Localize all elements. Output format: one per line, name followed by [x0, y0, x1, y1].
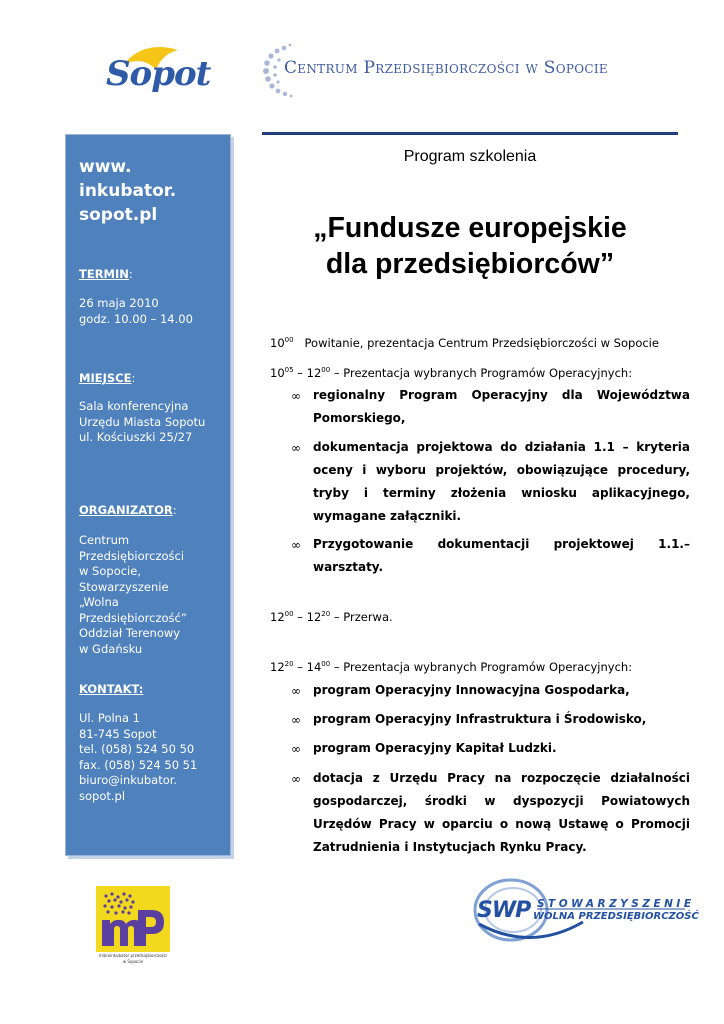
- swp-name-line-2: WOLNA PRZEDSIĘBIORCZOŚĆ: [533, 911, 699, 922]
- bullet-icon: ∞: [291, 742, 301, 756]
- mp-mark-icon: [96, 886, 170, 952]
- organizator-heading: [79, 503, 177, 517]
- agenda-bullet: regionalny Program Operacyjny dla Województwa Pomorskiego,: [313, 388, 690, 425]
- agenda-item-session-1: [270, 366, 632, 380]
- miejsce-label: MIEJSCE: [79, 371, 132, 385]
- bullet-icon: ∞: [291, 713, 301, 727]
- time-minutes: 05: [284, 366, 294, 374]
- time-hour: 12: [270, 660, 285, 674]
- miejsce-text: Sala konferencyjna Urzędu Miasta Sopotu ul. Kościuszki 25/27: [79, 399, 206, 444]
- kontakt-heading: [79, 682, 143, 696]
- termin-colon: :: [128, 267, 133, 281]
- time-hour: 10: [270, 336, 285, 350]
- time-minutes: 20: [321, 610, 331, 618]
- miejsce-colon: :: [131, 371, 136, 385]
- bullet-icon: ∞: [291, 772, 301, 786]
- organizator-label: ORGANIZATOR: [79, 503, 173, 517]
- time-minutes: 20: [284, 660, 294, 668]
- time-dash: –: [293, 610, 307, 624]
- website-url[interactable]: [79, 155, 176, 227]
- time-minutes: 00: [284, 336, 294, 344]
- time-minutes: 00: [284, 610, 294, 618]
- sopot-logo: [104, 42, 211, 102]
- bullet-icon: ∞: [291, 389, 301, 403]
- termin-heading: [79, 267, 133, 281]
- swp-letters: SWP: [477, 898, 531, 923]
- title-line-1: „Fundusze europejskie: [313, 212, 627, 244]
- time-hour: 10: [270, 366, 285, 380]
- agenda-text: – Prezentacja wybranych Programów Operacyjnych:: [330, 660, 633, 674]
- bullet-icon: ∞: [291, 684, 301, 698]
- url-line-1: www.: [79, 157, 132, 177]
- bullet-icon: ∞: [291, 441, 301, 455]
- time-minutes: 00: [321, 660, 331, 668]
- swp-logo: [471, 872, 699, 950]
- agenda-text: Powitanie, prezentacja Centrum Przedsiębiorczości w Sopocie: [304, 336, 659, 350]
- time-hour: 12: [306, 366, 322, 380]
- agenda-bullet: program Operacyjny Kapitał Ludzki.: [313, 741, 557, 755]
- agenda-item-welcome: [270, 336, 659, 350]
- bullet-icon: ∞: [291, 538, 301, 552]
- time-minutes: 00: [321, 366, 331, 374]
- miejsce-heading: [79, 371, 135, 385]
- time-hour: 12: [306, 610, 322, 624]
- agenda-bullet: program Operacyjny Innowacyjna Gospodarka,: [313, 683, 630, 697]
- centrum-logo: [262, 42, 642, 98]
- organizator-colon: :: [172, 503, 177, 517]
- agenda-text: – Przerwa.: [330, 610, 393, 624]
- time-hour: 14: [306, 660, 322, 674]
- sopot-logo-text: Sopot: [106, 54, 211, 94]
- agenda-bullet: program Operacyjny Infrastruktura i Środowisko,: [313, 712, 647, 726]
- swp-name-line-1: STOWARZYSZENIE: [537, 898, 695, 910]
- program-subtitle: Program szkolenia: [403, 148, 537, 165]
- agenda-item-session-2: [270, 660, 632, 674]
- organizator-text: Centrum Przedsiębiorczości w Sopocie, Stowarzyszenie „Wolna Przedsiębiorczość” Oddział Terenowy w Gdańsku: [79, 533, 187, 656]
- agenda-bullet: dotacja z Urzędu Pracy na rozpoczęcie działalności gospodarczej, środki w dyspozycji Powiatowych Urzędów Pracy w oparciu o nową Ustawę o Promocji Zatrudnienia i Instytucjach Rynku Pracy.: [313, 771, 690, 854]
- agenda-bullet: dokumentacja projektowa do działania 1.1 – kryteria oceny i wyboru projektów, obowiązujące procedury, tryby i terminy złożenia wniosku aplikacyjnego, wymagane załączniki.: [313, 440, 690, 523]
- kontakt-label: KONTAKT:: [79, 682, 144, 696]
- time-dash: –: [293, 366, 307, 380]
- page-title: [262, 210, 678, 282]
- url-line-3: sopot.pl: [79, 205, 158, 225]
- agenda-bullet: Przygotowanie dokumentacji projektowej 1.1.– warsztaty.: [313, 537, 690, 574]
- kontakt-text: Ul. Polna 1 81-745 Sopot tel. (058) 524 50 50 fax. (058) 524 50 51 biuro@inkubator. sopot.pl: [79, 711, 198, 803]
- agenda-item-break: [270, 610, 393, 624]
- time-hour: 12: [270, 610, 285, 624]
- mp-logo-box: [96, 886, 170, 952]
- url-line-2: inkubator.: [79, 181, 177, 201]
- header-divider: [262, 132, 678, 135]
- mikroinkubator-logo: [96, 886, 170, 966]
- mp-caption: mikroinkubator przedsiębiorczości w Sopocie: [98, 953, 168, 964]
- centrum-logo-text: Centrum Przedsiębiorczości w Sopocie: [284, 58, 608, 78]
- agenda-text: – Prezentacja wybranych Programów Operacyjnych:: [330, 366, 633, 380]
- info-sidebar: [65, 134, 231, 856]
- termin-text: 26 maja 2010 godz. 10.00 – 14.00: [79, 296, 193, 326]
- time-dash: –: [293, 660, 307, 674]
- title-line-2: dla przedsiębiorców”: [325, 248, 615, 280]
- termin-label: TERMIN: [79, 267, 129, 281]
